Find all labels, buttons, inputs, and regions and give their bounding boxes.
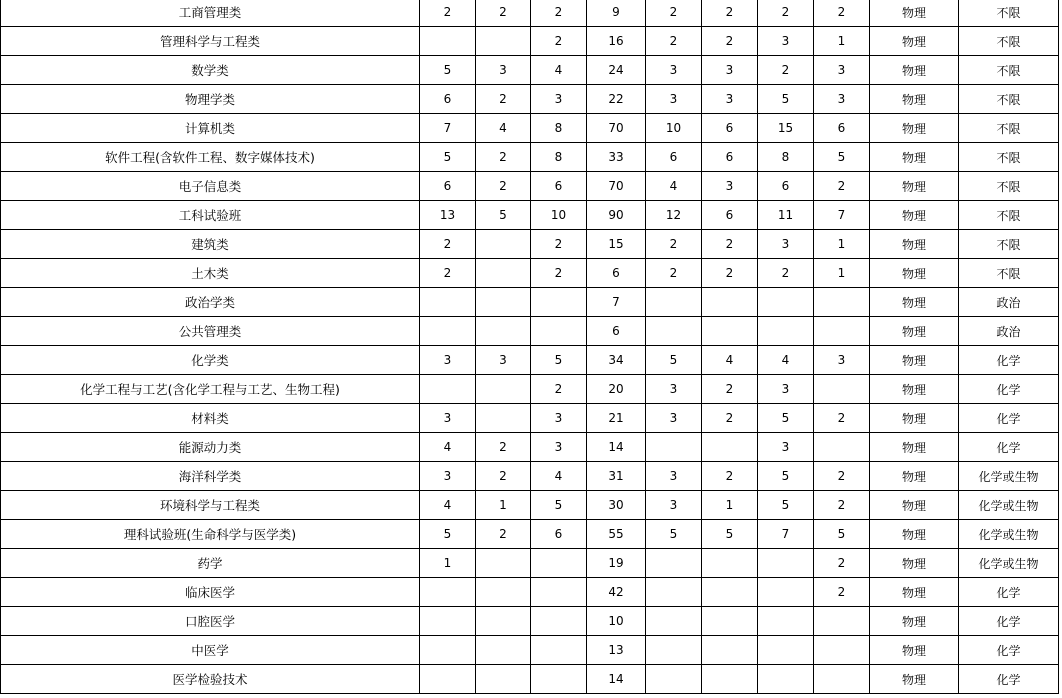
count-cell-3 — [531, 578, 587, 607]
count-cell-3: 6 — [531, 520, 587, 549]
second-subject-cell: 化学 — [959, 404, 1059, 433]
count-cell-4: 21 — [587, 404, 646, 433]
count-cell-2: 3 — [476, 346, 531, 375]
count-cell-3: 5 — [531, 491, 587, 520]
count-cell-5 — [646, 288, 702, 317]
table-row — [1, 56, 1059, 85]
count-cell-3: 8 — [531, 114, 587, 143]
count-cell-3: 2 — [531, 259, 587, 288]
major-cell: 工科试验班 — [1, 201, 420, 230]
first-subject-cell: 物理 — [870, 607, 959, 636]
count-cell-1 — [420, 317, 476, 346]
count-cell-1: 5 — [420, 56, 476, 85]
first-subject-cell: 物理 — [870, 462, 959, 491]
count-cell-4: 13 — [587, 636, 646, 665]
major-cell: 电子信息类 — [1, 172, 420, 201]
count-cell-1: 2 — [420, 230, 476, 259]
count-cell-5: 2 — [646, 259, 702, 288]
count-cell-8 — [814, 607, 870, 636]
count-cell-4: 33 — [587, 143, 646, 172]
count-cell-8: 2 — [814, 0, 870, 27]
first-subject-cell: 物理 — [870, 143, 959, 172]
second-subject-cell: 不限 — [959, 114, 1059, 143]
second-subject-cell: 不限 — [959, 230, 1059, 259]
count-cell-1: 4 — [420, 491, 476, 520]
count-cell-5: 2 — [646, 27, 702, 56]
count-cell-8: 2 — [814, 549, 870, 578]
count-cell-2 — [476, 607, 531, 636]
first-subject-cell: 物理 — [870, 27, 959, 56]
count-cell-4: 15 — [587, 230, 646, 259]
count-cell-7: 7 — [758, 520, 814, 549]
count-cell-7: 5 — [758, 462, 814, 491]
major-cell: 数学类 — [1, 56, 420, 85]
table-row — [1, 549, 1059, 578]
count-cell-5 — [646, 665, 702, 694]
count-cell-8 — [814, 288, 870, 317]
table-row — [1, 172, 1059, 201]
major-cell: 物理学类 — [1, 85, 420, 114]
count-cell-5 — [646, 549, 702, 578]
count-cell-7: 5 — [758, 404, 814, 433]
count-cell-4: 6 — [587, 259, 646, 288]
count-cell-6 — [702, 607, 758, 636]
table-row — [1, 462, 1059, 491]
table-row — [1, 607, 1059, 636]
count-cell-1: 5 — [420, 520, 476, 549]
count-cell-2 — [476, 549, 531, 578]
major-cell: 环境科学与工程类 — [1, 491, 420, 520]
major-cell: 政治学类 — [1, 288, 420, 317]
count-cell-2: 3 — [476, 56, 531, 85]
count-cell-2 — [476, 665, 531, 694]
count-cell-6: 2 — [702, 230, 758, 259]
count-cell-5 — [646, 433, 702, 462]
count-cell-7 — [758, 607, 814, 636]
first-subject-cell: 物理 — [870, 520, 959, 549]
count-cell-4: 42 — [587, 578, 646, 607]
count-cell-2 — [476, 636, 531, 665]
count-cell-4: 14 — [587, 665, 646, 694]
count-cell-7: 3 — [758, 27, 814, 56]
count-cell-1: 1 — [420, 549, 476, 578]
first-subject-cell: 物理 — [870, 404, 959, 433]
count-cell-7: 4 — [758, 346, 814, 375]
first-subject-cell: 物理 — [870, 259, 959, 288]
count-cell-6 — [702, 317, 758, 346]
count-cell-2: 2 — [476, 433, 531, 462]
count-cell-3: 2 — [531, 0, 587, 27]
count-cell-7 — [758, 636, 814, 665]
first-subject-cell: 物理 — [870, 491, 959, 520]
first-subject-cell: 物理 — [870, 375, 959, 404]
count-cell-2: 4 — [476, 114, 531, 143]
count-cell-2 — [476, 404, 531, 433]
count-cell-4: 31 — [587, 462, 646, 491]
count-cell-5 — [646, 607, 702, 636]
second-subject-cell: 不限 — [959, 143, 1059, 172]
table-row — [1, 433, 1059, 462]
count-cell-5: 3 — [646, 56, 702, 85]
count-cell-3 — [531, 288, 587, 317]
count-cell-1: 3 — [420, 462, 476, 491]
count-cell-6 — [702, 636, 758, 665]
major-cell: 药学 — [1, 549, 420, 578]
table-row — [1, 230, 1059, 259]
count-cell-5: 5 — [646, 346, 702, 375]
count-cell-5: 3 — [646, 491, 702, 520]
count-cell-4: 10 — [587, 607, 646, 636]
count-cell-1: 5 — [420, 143, 476, 172]
count-cell-3 — [531, 607, 587, 636]
count-cell-8: 5 — [814, 143, 870, 172]
major-cell: 海洋科学类 — [1, 462, 420, 491]
count-cell-5: 2 — [646, 0, 702, 27]
count-cell-1 — [420, 375, 476, 404]
count-cell-1: 13 — [420, 201, 476, 230]
count-cell-7 — [758, 578, 814, 607]
count-cell-1: 2 — [420, 259, 476, 288]
count-cell-6: 6 — [702, 201, 758, 230]
table-row — [1, 520, 1059, 549]
second-subject-cell: 化学 — [959, 375, 1059, 404]
second-subject-cell: 不限 — [959, 201, 1059, 230]
count-cell-6: 2 — [702, 259, 758, 288]
count-cell-3: 3 — [531, 85, 587, 114]
count-cell-1: 6 — [420, 172, 476, 201]
table-row — [1, 85, 1059, 114]
count-cell-6: 2 — [702, 0, 758, 27]
count-cell-8 — [814, 665, 870, 694]
second-subject-cell: 化学 — [959, 636, 1059, 665]
count-cell-8: 2 — [814, 172, 870, 201]
count-cell-8: 5 — [814, 520, 870, 549]
count-cell-8 — [814, 636, 870, 665]
second-subject-cell: 化学 — [959, 578, 1059, 607]
count-cell-6: 6 — [702, 143, 758, 172]
table-row — [1, 201, 1059, 230]
count-cell-7: 3 — [758, 375, 814, 404]
count-cell-1: 3 — [420, 404, 476, 433]
first-subject-cell: 物理 — [870, 636, 959, 665]
count-cell-3: 2 — [531, 230, 587, 259]
count-cell-8: 6 — [814, 114, 870, 143]
count-cell-3: 2 — [531, 27, 587, 56]
count-cell-6 — [702, 665, 758, 694]
count-cell-8: 7 — [814, 201, 870, 230]
count-cell-2: 2 — [476, 520, 531, 549]
second-subject-cell: 不限 — [959, 259, 1059, 288]
count-cell-7 — [758, 288, 814, 317]
table-row — [1, 143, 1059, 172]
count-cell-4: 20 — [587, 375, 646, 404]
second-subject-cell: 化学或生物 — [959, 491, 1059, 520]
count-cell-7 — [758, 549, 814, 578]
count-cell-7: 6 — [758, 172, 814, 201]
first-subject-cell: 物理 — [870, 230, 959, 259]
major-cell: 材料类 — [1, 404, 420, 433]
count-cell-8 — [814, 433, 870, 462]
major-cell: 能源动力类 — [1, 433, 420, 462]
second-subject-cell: 不限 — [959, 27, 1059, 56]
count-cell-4: 19 — [587, 549, 646, 578]
count-cell-3: 3 — [531, 404, 587, 433]
first-subject-cell: 物理 — [870, 172, 959, 201]
count-cell-2: 2 — [476, 143, 531, 172]
count-cell-3: 6 — [531, 172, 587, 201]
second-subject-cell: 不限 — [959, 85, 1059, 114]
count-cell-5: 12 — [646, 201, 702, 230]
count-cell-4: 30 — [587, 491, 646, 520]
count-cell-4: 16 — [587, 27, 646, 56]
count-cell-8: 2 — [814, 491, 870, 520]
count-cell-7: 11 — [758, 201, 814, 230]
count-cell-6: 2 — [702, 404, 758, 433]
count-cell-6 — [702, 578, 758, 607]
first-subject-cell: 物理 — [870, 288, 959, 317]
major-cell: 计算机类 — [1, 114, 420, 143]
second-subject-cell: 化学 — [959, 433, 1059, 462]
count-cell-4: 22 — [587, 85, 646, 114]
count-cell-3: 10 — [531, 201, 587, 230]
count-cell-2 — [476, 288, 531, 317]
count-cell-5: 3 — [646, 404, 702, 433]
second-subject-cell: 化学或生物 — [959, 520, 1059, 549]
count-cell-2 — [476, 230, 531, 259]
major-cell: 管理科学与工程类 — [1, 27, 420, 56]
first-subject-cell: 物理 — [870, 578, 959, 607]
first-subject-cell: 物理 — [870, 85, 959, 114]
count-cell-2 — [476, 27, 531, 56]
table-row — [1, 636, 1059, 665]
second-subject-cell: 化学 — [959, 346, 1059, 375]
first-subject-cell: 物理 — [870, 433, 959, 462]
count-cell-3 — [531, 665, 587, 694]
first-subject-cell: 物理 — [870, 317, 959, 346]
count-cell-5: 3 — [646, 462, 702, 491]
count-cell-7: 2 — [758, 0, 814, 27]
count-cell-6 — [702, 549, 758, 578]
count-cell-8: 1 — [814, 259, 870, 288]
count-cell-4: 34 — [587, 346, 646, 375]
table-body — [1, 0, 1059, 694]
count-cell-8 — [814, 375, 870, 404]
count-cell-6: 3 — [702, 56, 758, 85]
count-cell-7: 15 — [758, 114, 814, 143]
count-cell-8: 2 — [814, 578, 870, 607]
count-cell-4: 7 — [587, 288, 646, 317]
first-subject-cell: 物理 — [870, 114, 959, 143]
count-cell-4: 55 — [587, 520, 646, 549]
count-cell-2: 2 — [476, 85, 531, 114]
count-cell-8: 1 — [814, 230, 870, 259]
count-cell-7: 2 — [758, 259, 814, 288]
count-cell-8: 3 — [814, 346, 870, 375]
first-subject-cell: 物理 — [870, 665, 959, 694]
count-cell-1: 6 — [420, 85, 476, 114]
first-subject-cell: 物理 — [870, 56, 959, 85]
count-cell-5: 3 — [646, 375, 702, 404]
count-cell-8: 3 — [814, 85, 870, 114]
major-cell: 医学检验技术 — [1, 665, 420, 694]
major-cell: 建筑类 — [1, 230, 420, 259]
count-cell-3: 4 — [531, 462, 587, 491]
count-cell-7: 3 — [758, 433, 814, 462]
count-cell-7 — [758, 317, 814, 346]
second-subject-cell: 政治 — [959, 288, 1059, 317]
second-subject-cell: 不限 — [959, 172, 1059, 201]
first-subject-cell: 物理 — [870, 549, 959, 578]
count-cell-4: 14 — [587, 433, 646, 462]
table-row — [1, 27, 1059, 56]
second-subject-cell: 不限 — [959, 0, 1059, 27]
second-subject-cell: 化学或生物 — [959, 462, 1059, 491]
count-cell-1: 2 — [420, 0, 476, 27]
table-row — [1, 346, 1059, 375]
table-row — [1, 259, 1059, 288]
count-cell-4: 6 — [587, 317, 646, 346]
count-cell-6 — [702, 288, 758, 317]
table-row — [1, 491, 1059, 520]
major-cell: 化学类 — [1, 346, 420, 375]
count-cell-2 — [476, 317, 531, 346]
count-cell-3: 2 — [531, 375, 587, 404]
count-cell-3 — [531, 549, 587, 578]
count-cell-4: 70 — [587, 172, 646, 201]
table-row — [1, 114, 1059, 143]
count-cell-5: 3 — [646, 85, 702, 114]
major-cell: 化学工程与工艺(含化学工程与工艺、生物工程) — [1, 375, 420, 404]
count-cell-1 — [420, 607, 476, 636]
count-cell-5 — [646, 578, 702, 607]
major-cell: 口腔医学 — [1, 607, 420, 636]
count-cell-8: 1 — [814, 27, 870, 56]
table-row — [1, 317, 1059, 346]
count-cell-6: 5 — [702, 520, 758, 549]
count-cell-2: 5 — [476, 201, 531, 230]
count-cell-5 — [646, 317, 702, 346]
count-cell-3: 4 — [531, 56, 587, 85]
major-cell: 土木类 — [1, 259, 420, 288]
table-row — [1, 0, 1059, 27]
count-cell-1 — [420, 665, 476, 694]
second-subject-cell: 化学 — [959, 665, 1059, 694]
count-cell-6: 2 — [702, 27, 758, 56]
first-subject-cell: 物理 — [870, 201, 959, 230]
major-cell: 软件工程(含软件工程、数字媒体技术) — [1, 143, 420, 172]
major-cell: 中医学 — [1, 636, 420, 665]
second-subject-cell: 政治 — [959, 317, 1059, 346]
count-cell-4: 24 — [587, 56, 646, 85]
major-cell: 临床医学 — [1, 578, 420, 607]
count-cell-6: 2 — [702, 462, 758, 491]
count-cell-4: 9 — [587, 0, 646, 27]
count-cell-1 — [420, 636, 476, 665]
count-cell-3 — [531, 636, 587, 665]
count-cell-2: 2 — [476, 462, 531, 491]
count-cell-3: 8 — [531, 143, 587, 172]
count-cell-1: 3 — [420, 346, 476, 375]
count-cell-7: 8 — [758, 143, 814, 172]
first-subject-cell: 物理 — [870, 0, 959, 27]
second-subject-cell: 不限 — [959, 56, 1059, 85]
count-cell-5: 5 — [646, 520, 702, 549]
count-cell-6: 4 — [702, 346, 758, 375]
count-cell-4: 70 — [587, 114, 646, 143]
count-cell-8: 3 — [814, 56, 870, 85]
count-cell-2: 1 — [476, 491, 531, 520]
count-cell-5: 10 — [646, 114, 702, 143]
count-cell-1 — [420, 27, 476, 56]
table-row — [1, 665, 1059, 694]
count-cell-5: 6 — [646, 143, 702, 172]
count-cell-3: 5 — [531, 346, 587, 375]
count-cell-2 — [476, 259, 531, 288]
count-cell-1: 4 — [420, 433, 476, 462]
count-cell-1 — [420, 578, 476, 607]
second-subject-cell: 化学或生物 — [959, 549, 1059, 578]
table-row — [1, 288, 1059, 317]
count-cell-7: 3 — [758, 230, 814, 259]
count-cell-3 — [531, 317, 587, 346]
count-cell-2 — [476, 578, 531, 607]
table-row — [1, 404, 1059, 433]
count-cell-5: 4 — [646, 172, 702, 201]
count-cell-1: 7 — [420, 114, 476, 143]
count-cell-6: 3 — [702, 172, 758, 201]
count-cell-2: 2 — [476, 172, 531, 201]
second-subject-cell: 化学 — [959, 607, 1059, 636]
count-cell-5 — [646, 636, 702, 665]
count-cell-4: 90 — [587, 201, 646, 230]
count-cell-6: 1 — [702, 491, 758, 520]
table-row — [1, 578, 1059, 607]
count-cell-7: 5 — [758, 85, 814, 114]
count-cell-3: 3 — [531, 433, 587, 462]
count-cell-7: 2 — [758, 56, 814, 85]
count-cell-6: 3 — [702, 85, 758, 114]
first-subject-cell: 物理 — [870, 346, 959, 375]
count-cell-8 — [814, 317, 870, 346]
count-cell-6: 6 — [702, 114, 758, 143]
count-cell-1 — [420, 288, 476, 317]
table-row — [1, 375, 1059, 404]
count-cell-6 — [702, 433, 758, 462]
count-cell-6: 2 — [702, 375, 758, 404]
count-cell-7: 5 — [758, 491, 814, 520]
count-cell-8: 2 — [814, 404, 870, 433]
count-cell-2 — [476, 375, 531, 404]
major-cell: 公共管理类 — [1, 317, 420, 346]
major-cell: 工商管理类 — [1, 0, 420, 27]
major-cell: 理科试验班(生命科学与医学类) — [1, 520, 420, 549]
count-cell-2: 2 — [476, 0, 531, 27]
count-cell-5: 2 — [646, 230, 702, 259]
count-cell-7 — [758, 665, 814, 694]
count-cell-8: 2 — [814, 462, 870, 491]
